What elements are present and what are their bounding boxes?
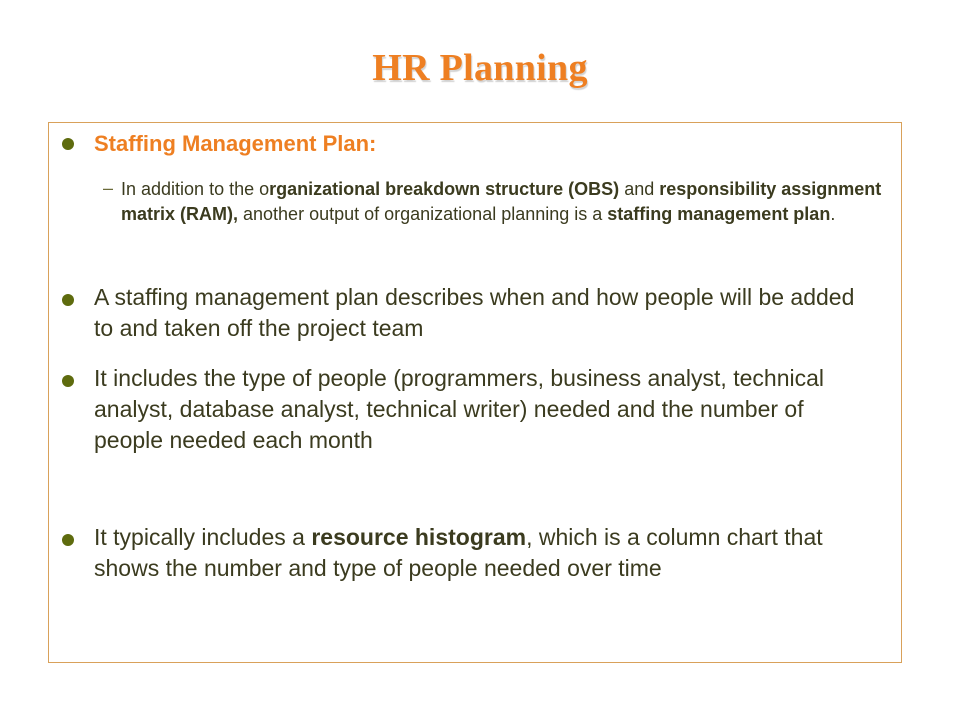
bullet-text [94, 522, 879, 584]
bullet-text [94, 363, 879, 456]
text-run: resource histogram [311, 524, 527, 550]
text-run: rganizational breakdown structure (OBS) [269, 179, 620, 199]
text-run: A staffing management plan describes when and how people will be added to and taken off the project team [94, 284, 855, 341]
text-run: In addition to the o [121, 179, 270, 199]
bullet-icon [62, 294, 74, 306]
bullet-text [94, 282, 879, 344]
bullet-icon [62, 534, 74, 546]
content-box [48, 122, 902, 663]
text-run: It includes the type of people (programmers, business analyst, technical analyst, database analyst, technical writer) needed and the number of people needed each month [94, 365, 824, 453]
bullet-icon [62, 375, 74, 387]
text-run: another output of organizational planning is a [238, 204, 608, 224]
bullet-icon [62, 138, 74, 150]
slide-title: HR Planning [372, 47, 588, 89]
dash-icon: – [103, 178, 114, 198]
text-run: . [830, 204, 836, 224]
text-run: responsibility assignment matrix (RAM), [121, 179, 882, 224]
text-run: It typically includes a [94, 524, 312, 550]
bullet-heading: Staffing Management Plan: [94, 131, 377, 156]
text-run: staffing management plan [607, 204, 831, 224]
text-run: and [619, 179, 660, 199]
sub-item-text [121, 177, 891, 227]
text-run: , which is a column chart that shows the number and type of people needed over time [94, 524, 823, 581]
